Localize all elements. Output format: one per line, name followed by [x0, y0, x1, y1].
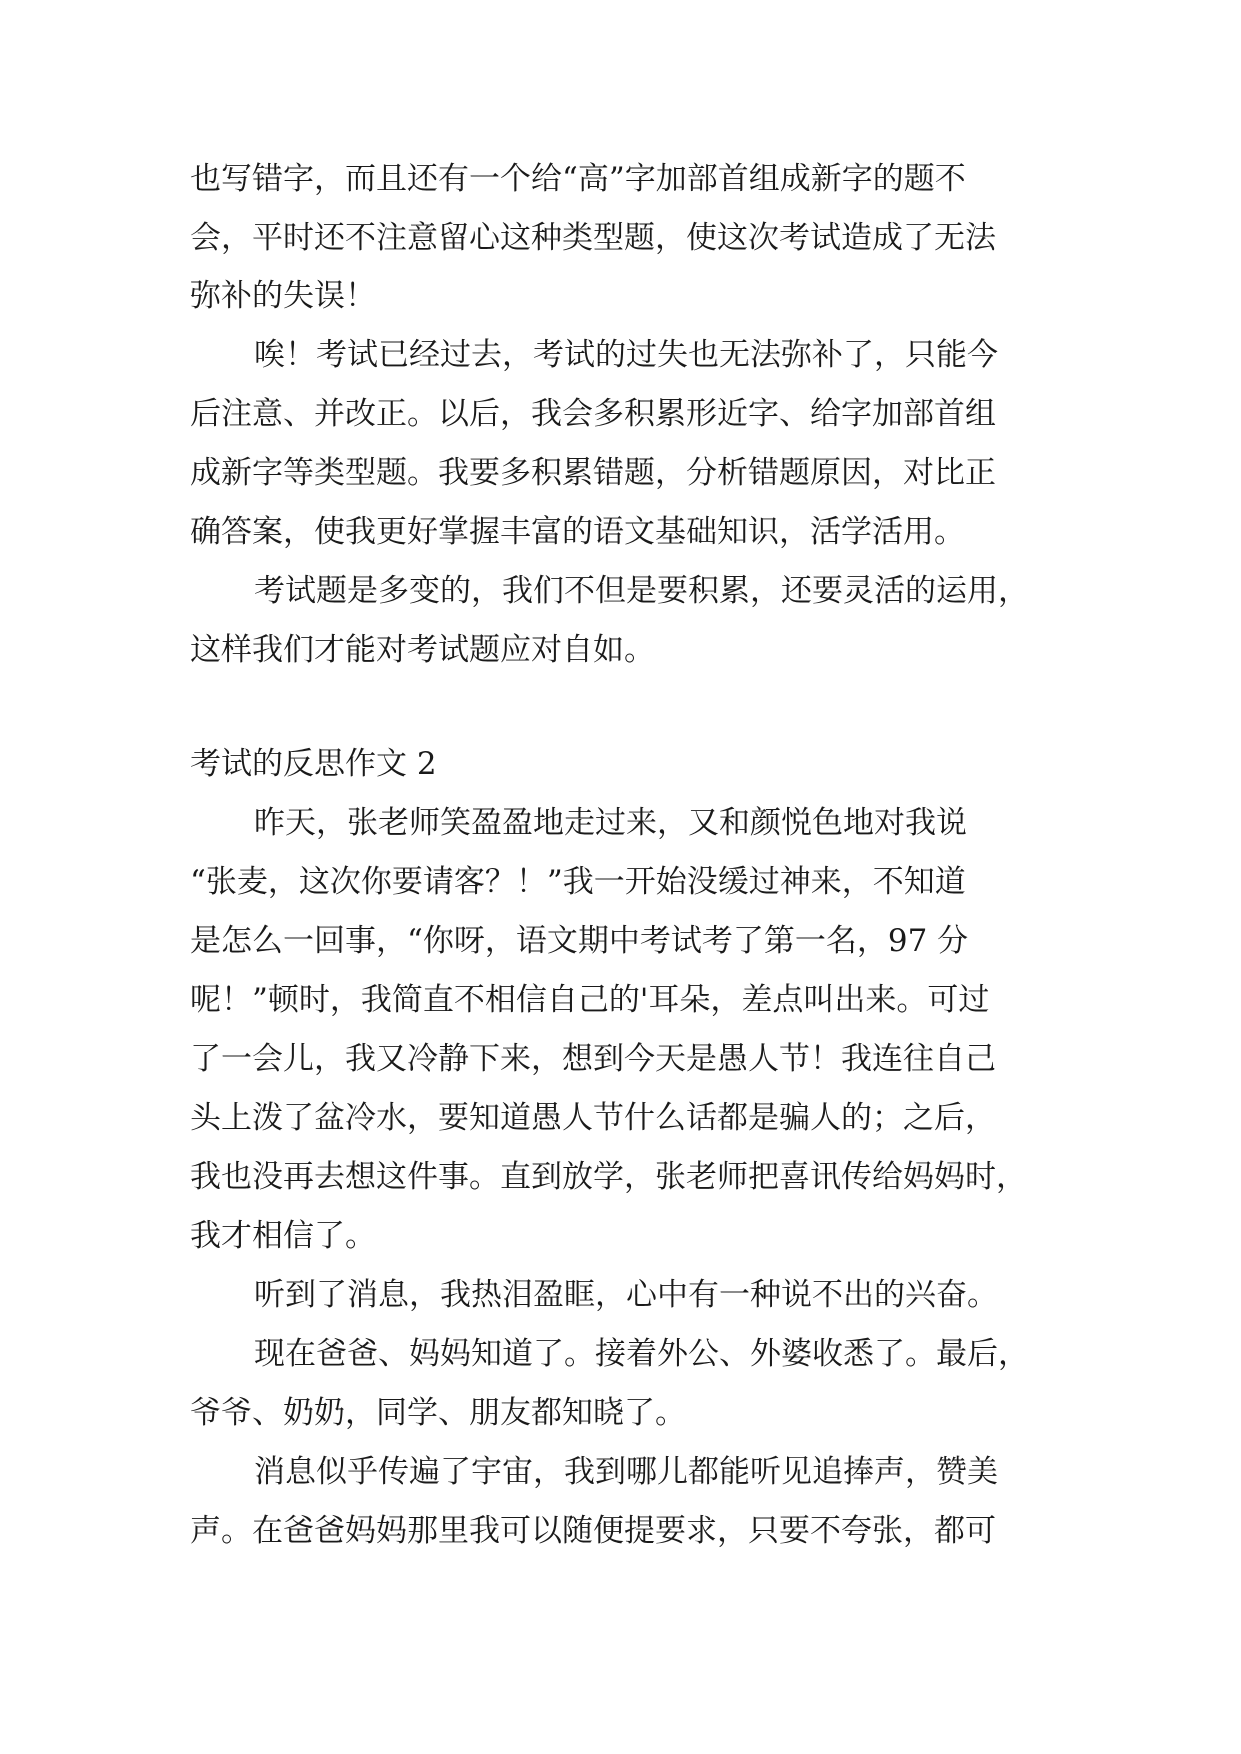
- text-line: 头上泼了盆冷水，要知道愚人节什么话都是骗人的；之后，: [190, 1100, 996, 1136]
- text-line: 了一会儿，我又冷静下来，想到今天是愚人节！我连往自己: [190, 1041, 996, 1077]
- section-title: 考试的反思作文 2: [190, 746, 437, 782]
- paragraph-start-line: 昨天，张老师笑盈盈地走过来，又和颜悦色地对我说: [254, 805, 967, 841]
- text-line: 爷爷、奶奶，同学、朋友都知晓了。: [190, 1395, 686, 1431]
- text-line: 成新字等类型题。我要多积累错题，分析错题原因，对比正: [190, 455, 996, 491]
- text-line: 声。在爸爸妈妈那里我可以随便提要求，只要不夸张，都可: [190, 1513, 996, 1549]
- text-line: “张麦，这次你要请客？！”我一开始没缓过神来，不知道: [190, 864, 966, 900]
- text-line: 会，平时还不注意留心这种类型题，使这次考试造成了无法: [190, 220, 996, 256]
- text-line: 也写错字，而且还有一个给“高”字加部首组成新字的题不: [190, 161, 966, 197]
- text-line: 这样我们才能对考试题应对自如。: [190, 632, 655, 668]
- text-line: 确答案，使我更好掌握丰富的语文基础知识，活学活用。: [190, 514, 965, 550]
- paragraph-start-line: 考试题是多变的，我们不但是要积累，还要灵活的运用，: [254, 573, 1029, 609]
- text-line: 呢！”顿时，我简直不相信自己的'耳朵，差点叫出来。可过: [190, 982, 990, 1018]
- paragraph-start-line: 听到了消息，我热泪盈眶，心中有一种说不出的兴奋。: [254, 1277, 998, 1313]
- text-line: 我才相信了。: [190, 1218, 376, 1254]
- text-line: 后注意、并改正。以后，我会多积累形近字、给字加部首组: [190, 396, 996, 432]
- text-line: 是怎么一回事，“你呀，语文期中考试考了第一名，97 分: [190, 923, 969, 959]
- text-line: 我也没再去想这件事。直到放学，张老师把喜讯传给妈妈时，: [190, 1159, 1027, 1195]
- paragraph-start-line: 唉！考试已经过去，考试的过失也无法弥补了，只能今: [254, 337, 998, 373]
- text-line: 弥补的失误！: [190, 278, 376, 314]
- paragraph-start-line: 消息似乎传遍了宇宙，我到哪儿都能听见追捧声，赞美: [254, 1454, 998, 1490]
- paragraph-start-line: 现在爸爸、妈妈知道了。接着外公、外婆收悉了。最后，: [254, 1336, 1029, 1372]
